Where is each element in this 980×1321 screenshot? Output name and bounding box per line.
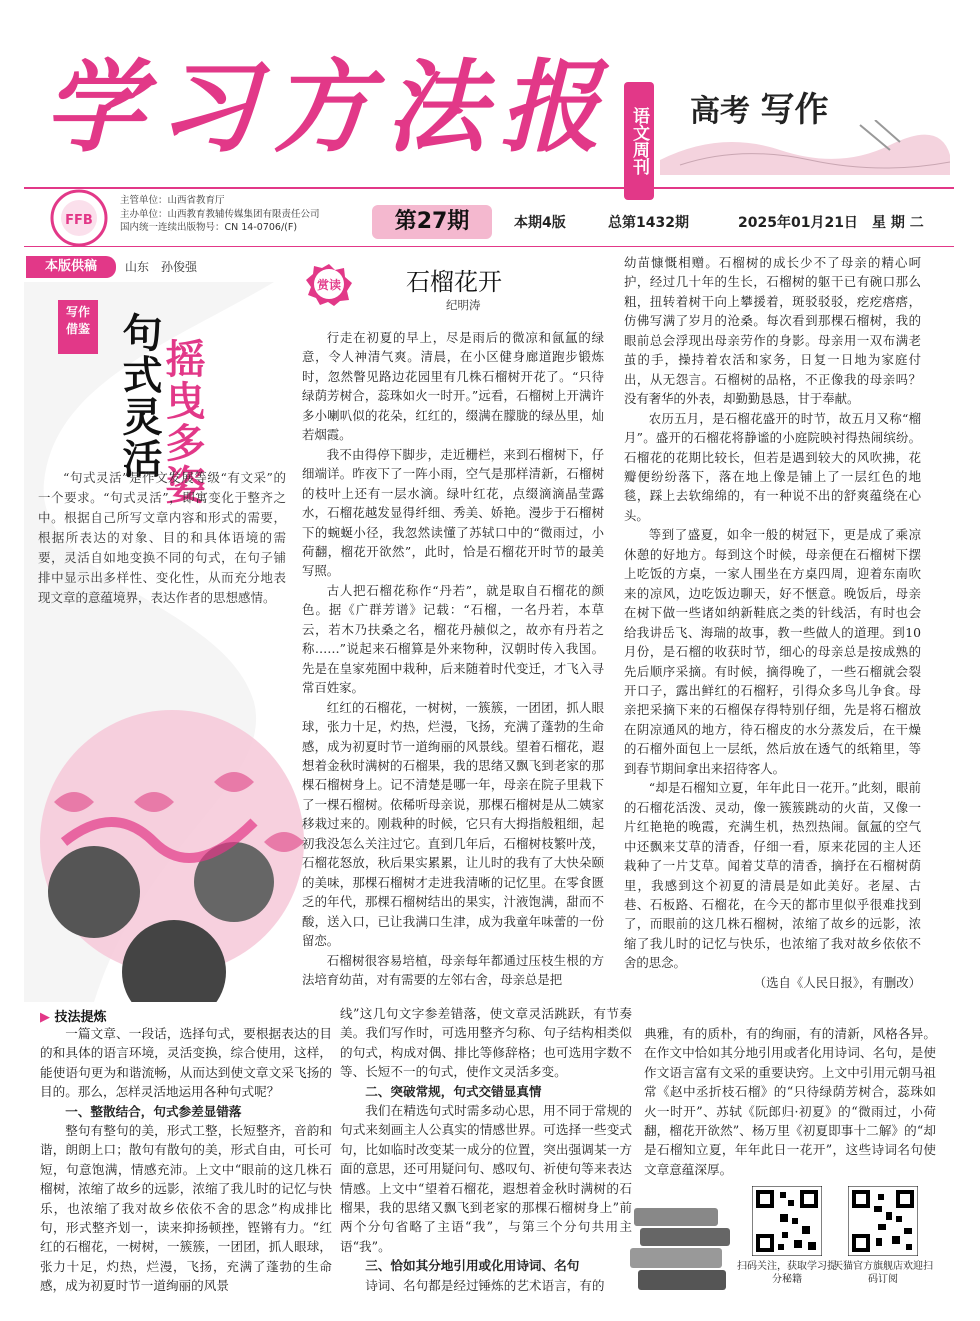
article-source: （选自《人民日报》，有删改）	[753, 974, 921, 990]
issue-number: 第27期	[372, 205, 492, 239]
article-author: 纪明涛	[446, 298, 481, 312]
badge-text: 赏读	[316, 278, 342, 292]
paragraph: 石榴树很容易培植，母亲每年都通过压枝生根的方法培育幼苗，对有需要的左邻右舍，母亲总是把	[302, 952, 604, 987]
paragraph: 诗词、名句都是经过锤炼的艺术语言，有的	[365, 1277, 605, 1293]
side-intro: “句式灵活”是作文发展等级“有文采”的一个要求。“句式灵活”，即寓变化于整齐之中。根据自己所写文章内容和形式的需要，根据所表达的对象、目的和具体语境的需要，灵活自如地变换不同的句式，在句子铺排中显示出多样性、变化性，从而充分地表现文章的意蕴境界，表达作者的思想感情。	[38, 470, 286, 605]
publisher-line-2: 主办单位：山西教育教辅传媒集团有限责任公司	[120, 208, 320, 220]
paragraph: 红红的石榴花，一树树，一簇簇，一团团，抓人眼球，张力十足，灼热，烂漫，飞扬，充满了蓬勃的生命感，成为初夏时节一道绚丽的风景线。望着石榴花，遐想着金秋时满树的石榴果，我的思绪又飘飞到老家的那棵石榴树身上。记不清楚是哪一年，母亲在院子里栽下了一棵石榴树。依稀听母亲说，那棵石榴树是从二姨家移栽过来的。刚栽种的时候，它只有大拇指般粗细，起初我没怎么关注过它。直到几年后，石榴树枝繁叶茂，石榴花怒放，秋后果实累累，让儿时的我有了大快朵颐的美味，那棵石榴树才走进我清晰的记忆里。在零食匮乏的年代，那棵石榴树结出的果实，汁液饱满，甜而不酸，送入口，已让我满口生津，成为我童年味蕾的一份留恋。	[302, 699, 604, 949]
skills-column-3	[644, 1024, 936, 1179]
paragraph: 我不由得停下脚步，走近栅栏，来到石榴树下，仔细端详。昨夜下了一阵小雨，空气是那样清新，石榴树的枝叶上还有一层水滴。绿叶红花，点缀滴滴晶莹露水，石榴花越发显得纤细、秀美、娇艳。漫步于石榴树下的蜿蜒小径，我忽然读懂了苏轼口中的“微雨过，小荷翻，榴花开欲然”，此时，恰是石榴花开时节的最美写照。	[302, 446, 604, 579]
paragraph: 等到了盛夏，如伞一般的树冠下，更是成了乘凉休憩的好地方。每到这个时候，母亲便在石榴树下摆上吃饭的方桌，一家人围坐在方桌四周，迎着东南吹来的凉风，边吃饭边聊天，好不惬意。晚饭后，母亲在树下做一些诸如纳新鞋底之类的针线活，有时也会给我讲岳飞、海瑞的故事，教一些做人的道理。到10月份，是石榴的收获时节，细心的母亲总是按成熟的先后顺序采摘。有时候，摘得晚了，一些石榴就会裂开口子，露出鲜红的石榴籽，引得众多鸟儿争食。母亲把采摘下来的石榴保存得特别仔细，先是将石榴放在阴凉通风的地方，待石榴皮的水分蒸发后，在干燥的石榴外面包上一层纸，然后放在透气的纸箱里，等到春节期间拿出来招待客人。	[624, 527, 921, 776]
top-rule	[24, 187, 954, 189]
qr-code-follow[interactable]	[752, 1186, 822, 1256]
masthead-title: 学习方法报	[44, 49, 614, 166]
skills-column-2	[340, 1004, 632, 1295]
logo-mark: FFB	[65, 213, 93, 228]
issue-weekday: 星 期 二	[872, 215, 924, 231]
supply-tag: 本版供稿	[26, 256, 116, 278]
section-heading: 三、恰如其分地引用或化用诗词、名句	[365, 1258, 580, 1274]
edition-label-emph: 写作	[760, 90, 829, 130]
books-illustration	[628, 1188, 736, 1296]
paragraph: 典雅，有的质朴，有的绚丽，有的清新，风格各异。在作文中恰如其分地引用或者化用诗词、名句，是使作文语言富有文采的重要诀窍。上文中引用元朝马祖常《赵中丞折枝石榴》的“只待绿荫芳树合，蕊珠如火一时开”、苏轼《阮郎归·初夏》的“微雨过，小荷翻，榴花开欲然”、杨万里《初夏即事十二解》的“却是石榴知立夏，年年此日一花开”，这些诗词名句使文章意蕴深厚。	[644, 1026, 936, 1177]
paragraph: 农历五月，是石榴花盛开的时节，故五月又称“榴月”。盛开的石榴花将静谧的小庭院映衬得热闹缤纷。石榴花的花期比较长，但若是遇到较大的风吹拂，花瓣便纷纷落下，落在地上像是铺上了一层红色的地毯，踩上去软绵绵的，有一种说不出的舒爽蕴绕在心头。	[624, 410, 921, 523]
article-title: 石榴花开	[406, 268, 502, 296]
qr-caption-store: 天猫官方旗舰店欢迎扫码订阅	[833, 1261, 933, 1285]
article-column-2	[624, 253, 921, 992]
publisher-line-3: 国内统一连续出版物号：CN 14-0706/(F)	[120, 222, 298, 233]
qr-caption-follow: 扫码关注，获取学习提分秘籍	[737, 1261, 837, 1285]
issue-pages: 本期4版	[514, 215, 566, 231]
header-rule	[24, 246, 954, 247]
side-title-col2: 摇曳多姿	[159, 338, 205, 506]
paragraph: 一篇文章、一段话，选择句式，要根据表达的目的和具体的语言环境，灵活变换，综合使用，这样，能使语句更为和谐流畅，从而达到使文章文采飞扬的目的。那么，怎样灵活地运用各种句式呢？	[40, 1026, 332, 1100]
triangle-icon: ▶	[40, 1010, 50, 1025]
side-title-col1: 句式灵活	[116, 312, 162, 480]
publisher-logo	[48, 188, 110, 248]
article-column-1	[302, 328, 604, 989]
issue-total: 总第1432期	[608, 215, 689, 231]
paragraph: 幼苗慷慨相赠。石榴树的成长少不了母亲的精心呵护，经过几十年的生长，石榴树的躯干已有碗口那么粗，扭转着树干向上攀援着，斑驳驳驳，疙疙瘩瘩，仿佛写满了岁月的沧桑。每次看到那棵石榴树，我的眼前总会浮现出母亲劳作的身影。母亲用一双布满老茧的手，操持着农活和家务，日复一日地为家庭付出，从无怨言。石榴树的品格，不正像我的母亲吗？没有奢华的外表，却勤勤恳恳，甘于奉献。	[624, 255, 921, 407]
masthead-subtitle: 语文周刊	[624, 82, 654, 200]
paragraph: 线”这几句文字参差错落，使文章灵活跳跃，有节奏美。我们写作时，可选用整齐匀称、句子结构相类似的句式，构成对偶、排比等修辞格；也可选用字数不等、长短不一的句式，使作文灵活多变。	[340, 1006, 632, 1080]
paragraph: “却是石榴知立夏，年年此日一花开。”此刻，眼前的石榴花活泼、灵动，像一簇簇跳动的火苗，又像一片红艳艳的晚霞，充满生机，热烈热闹。氤氲的空气中还飘来艾草的清香，仔细一看，原来花园的主人还栽种了一片艾草。闻着艾草的清香，摘抒在石榴树荫里，我感到这个初夏的清晨是如此美好。老屋、古巷、石板路、石榴花，在今天的都市里似乎很难找到了，而眼前的这几株石榴树，浓缩了故乡的远影，浓缩了我儿时的记忆与快乐，也浓缩了我对故乡依依不舍的思念。	[624, 780, 921, 971]
skills-column-1	[40, 1024, 332, 1296]
qr-code-store[interactable]	[848, 1186, 918, 1256]
paragraph: 行走在初夏的早上，尽是雨后的微凉和氤氲的绿意，令人神清气爽。清晨，在小区健身廊道跑步锻炼时，忽然瞥见路边花园里有几株石榴树开花了。“只待绿荫芳树合，蕊珠如火一时开。”远看，石榴树上开满许多小喇叭似的花朵，红红的，缀满在朦胧的绿丛里，灿若烟霞。	[302, 330, 604, 443]
skills-heading: ▶ 技法提炼	[40, 1010, 107, 1025]
read-badge	[304, 262, 354, 306]
section-heading: 二、突破常规，句式交错显真情	[365, 1083, 542, 1099]
publisher-info	[120, 194, 320, 235]
edition-label: 高考 写作	[690, 90, 829, 130]
publisher-line-1: 主管单位：山西省教育厅	[120, 195, 225, 206]
write-tag: 写作 借鉴	[58, 300, 98, 354]
paragraph: 整句有整句的美，形式工整，长短整齐，音韵和谐，朗朗上口；散句有散句的美，形式自由，可长可短，句意饱满，情感充沛。上文中“眼前的这几株石榴树，浓缩了故乡的远影，浓缩了我儿时的记忆与快乐，也浓缩了我对故乡依依不舍的思念”构成排比句，形式整齐划一，读来抑扬顿挫，铿锵有力。“红红的石榴花，一树树，一簇簇，一团团，抓人眼球，张力十足，灼热，烂漫，飞扬，充满了蓬勃的生命感，成为初夏时节一道绚丽的风景	[40, 1123, 332, 1294]
paragraph: 我们在精选句式时需多动心思，用不同于常规的句式来刻画主人公真实的情感世界。可选择一些变式句，比如临时改变某一成分的位置，突出强调某一方面的意思，还可用疑问句、感叹句、祈使句等来表达情感。上文中“望着石榴花，遐想着金秋时满树的石榴果，我的思绪又飘飞到老家的那棵石榴树身上”前两个分句省略了主语“我”，与第三个分句共用主语“我”。	[340, 1103, 632, 1254]
issue-date: 2025年01月21日	[738, 215, 858, 231]
section-heading: 一、整散结合，句式参差显错落	[65, 1103, 242, 1119]
supply-author: 山东 孙俊强	[125, 260, 198, 274]
paragraph: 古人把石榴花称作“丹若”，就是取自石榴花的颜色。据《广群芳谱》记载：“石榴，一名丹若，本草云，若木乃扶桑之名，榴花丹赪似之，故亦有丹若之称……”说起来石榴算是外来物种，汉朝时传入我国。先是在皇家苑囿中栽种，后来随着时代变迁，才飞入寻常百姓家。	[302, 582, 604, 696]
